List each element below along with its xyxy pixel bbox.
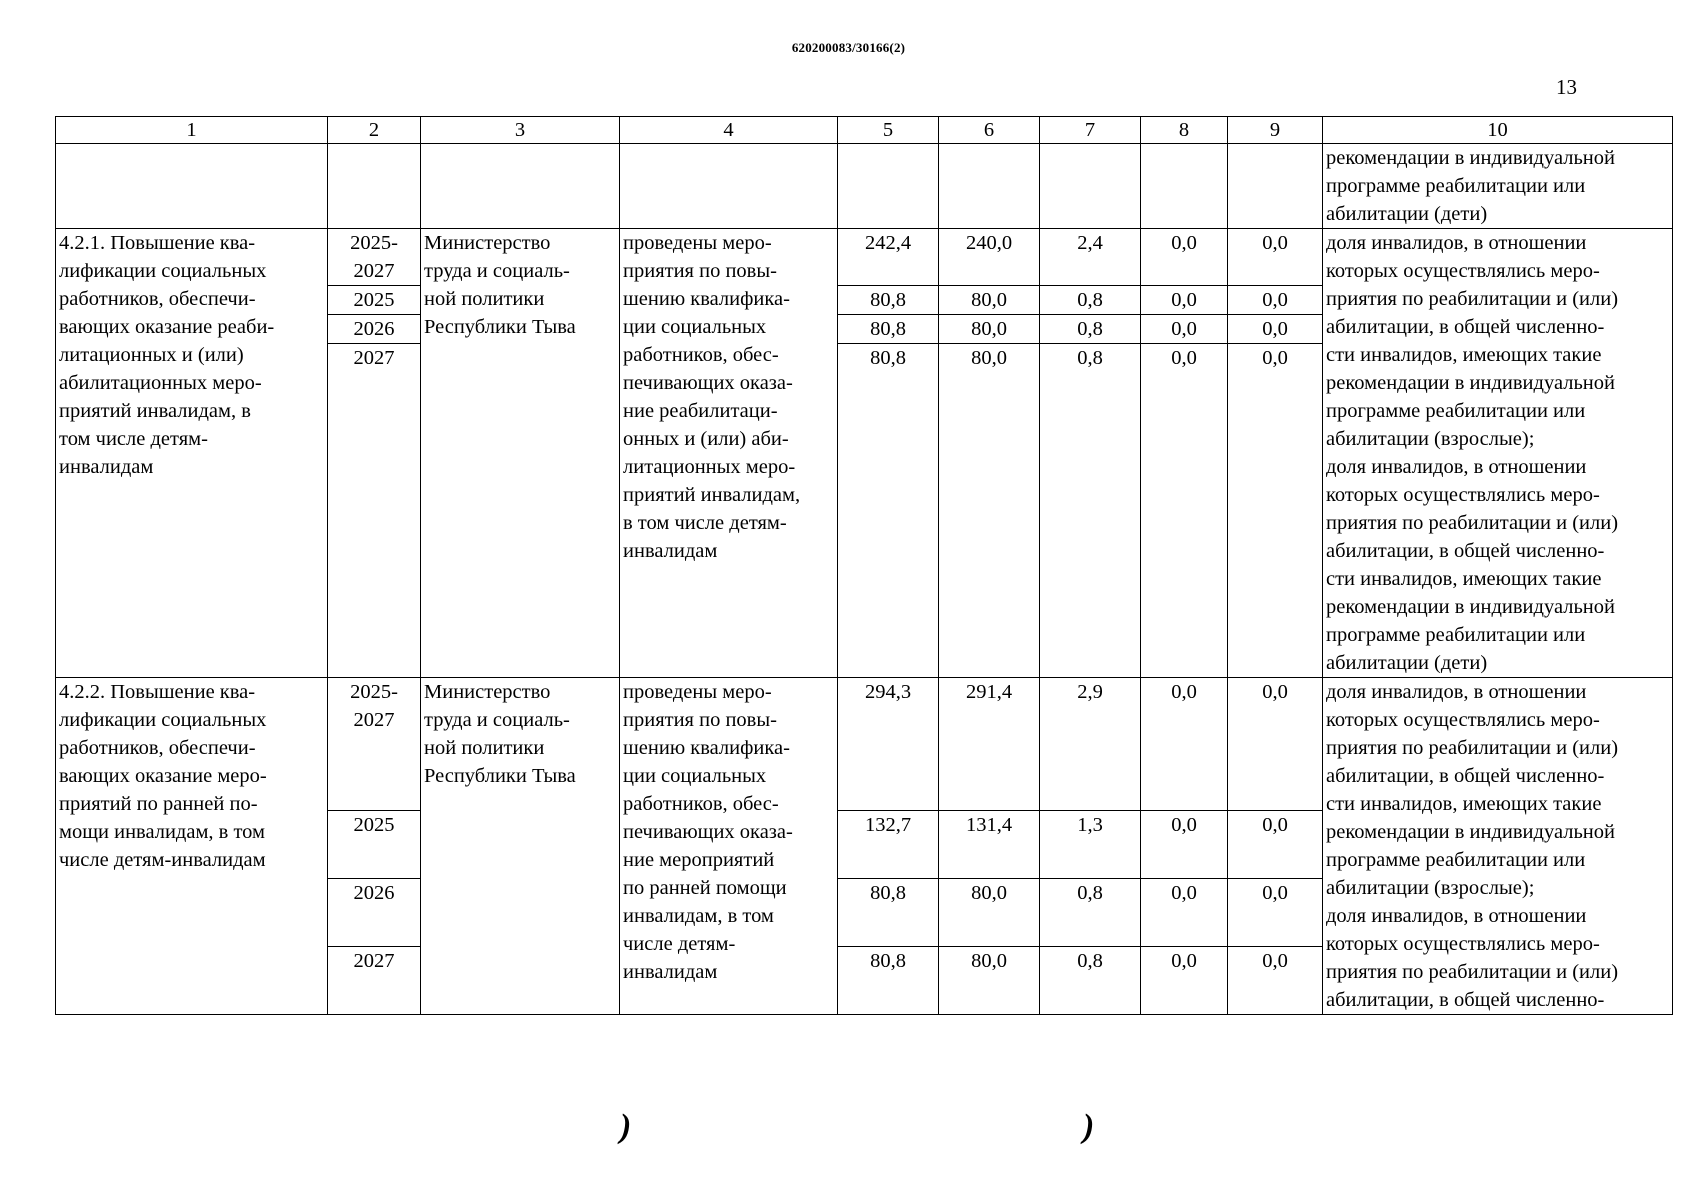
table-row	[56, 229, 1673, 286]
value-cell: 0,0	[1141, 344, 1228, 678]
column-header: 2	[328, 117, 421, 144]
column-header: 1	[56, 117, 328, 144]
value-cell: 80,0	[939, 286, 1040, 315]
column-number-row	[56, 117, 1673, 144]
value-cell: 294,3	[838, 678, 939, 811]
period-cell: 2027	[328, 947, 421, 1015]
value-cell: 80,0	[939, 879, 1040, 947]
column-header: 6	[939, 117, 1040, 144]
document-code: 620200083/30166(2)	[791, 40, 906, 55]
value-cell: 0,0	[1228, 315, 1323, 344]
value-cell: 291,4	[939, 678, 1040, 811]
executor-cell: Министерство труда и социаль- ной политики Республики Тыва	[421, 678, 620, 1015]
value-cell: 0,8	[1040, 947, 1141, 1015]
value-cell: 0,0	[1141, 879, 1228, 947]
value-cell: 0,0	[1228, 229, 1323, 286]
column-header: 4	[620, 117, 838, 144]
value-cell: 132,7	[838, 811, 939, 879]
indicator-cell: доля инвалидов, в отношении которых осуществлялись меро- приятия по реабилитации и (или) абилитации, в общей численно- сти инвалидов, имеющих такие рекомендации в индивидуальной программе реабилитации или абилитации (взрослые); доля инвалидов, в отношении которых осуществлялись меро- приятия по реабилитации и (или) абилитации, в общей численно- сти инвалидов, имеющих такие рекомендации в индивидуальной программе реабилитации или абилитации (дети)	[1323, 229, 1673, 678]
period-cell: 2025- 2027	[328, 678, 421, 811]
value-cell: 80,8	[838, 879, 939, 947]
period-cell: 2026	[328, 315, 421, 344]
value-cell: 0,8	[1040, 879, 1141, 947]
activity-cell: 4.2.1. Повышение ква- лификации социальных работников, обеспечи- вающих оказание реаби- литационных и (или) абилитационных меро- приятий инвалидам, в том числе детям- инвалидам	[56, 229, 328, 678]
result-cell: проведены меро- приятия по повы- шению квалифика- ции социальных работников, обес- печивающих оказа- ние реабилитаци- онных и (или) аби- литационных меро- приятий инвалидам, в том числе детям- инвалидам	[620, 229, 838, 678]
result-cell: проведены меро- приятия по повы- шению квалифика- ции социальных работников, обес- печивающих оказа- ние мероприятий по ранней помощи инвалидам, в том числе детям- инвалидам	[620, 678, 838, 1015]
period-cell: 2026	[328, 879, 421, 947]
column-header: 9	[1228, 117, 1323, 144]
value-cell: 0,0	[1141, 678, 1228, 811]
value-cell: 0,0	[1228, 678, 1323, 811]
activity-cell: 4.2.2. Повышение ква- лификации социальных работников, обеспечи- вающих оказание меро- приятий по ранней по- мощи инвалидам, в том числе детям-инвалидам	[56, 678, 328, 1015]
value-cell: 0,0	[1228, 344, 1323, 678]
value-cell: 0,0	[1141, 947, 1228, 1015]
bottom-mark: )	[620, 1108, 632, 1145]
executor-cell: Министерство труда и социаль- ной политики Республики Тыва	[421, 229, 620, 678]
value-cell: 0,0	[1228, 811, 1323, 879]
program-table	[55, 116, 1673, 1015]
value-cell: 0,0	[1228, 286, 1323, 315]
value-cell: 80,0	[939, 315, 1040, 344]
value-cell: 2,4	[1040, 229, 1141, 286]
value-cell: 80,0	[939, 947, 1040, 1015]
value-cell: 80,8	[838, 286, 939, 315]
value-cell: 80,8	[838, 344, 939, 678]
value-cell: 0,0	[1141, 315, 1228, 344]
value-cell: 2,9	[1040, 678, 1141, 811]
value-cell: 240,0	[939, 229, 1040, 286]
page-number: 13	[1556, 75, 1577, 99]
value-cell: 80,8	[838, 947, 939, 1015]
continuation-row	[56, 144, 1673, 229]
table-row	[56, 678, 1673, 811]
bottom-mark: )	[1083, 1108, 1095, 1145]
value-cell: 80,8	[838, 315, 939, 344]
value-cell: 0,0	[1141, 229, 1228, 286]
value-cell: 80,0	[939, 344, 1040, 678]
indicator-cell: рекомендации в индивидуальной программе реабилитации или абилитации (дети)	[1323, 144, 1673, 229]
value-cell: 0,0	[1228, 879, 1323, 947]
value-cell: 0,0	[1228, 947, 1323, 1015]
column-header: 3	[421, 117, 620, 144]
column-header: 5	[838, 117, 939, 144]
period-cell: 2025	[328, 286, 421, 315]
column-header: 8	[1141, 117, 1228, 144]
column-header: 10	[1323, 117, 1673, 144]
value-cell: 0,8	[1040, 344, 1141, 678]
indicator-cell: доля инвалидов, в отношении которых осуществлялись меро- приятия по реабилитации и (или) абилитации, в общей численно- сти инвалидов, имеющих такие рекомендации в индивидуальной программе реабилитации или абилитации (взрослые); доля инвалидов, в отношении которых осуществлялись меро- приятия по реабилитации и (или) абилитации, в общей численно-	[1323, 678, 1673, 1015]
value-cell: 131,4	[939, 811, 1040, 879]
period-cell: 2025- 2027	[328, 229, 421, 286]
value-cell: 0,8	[1040, 315, 1141, 344]
period-cell: 2025	[328, 811, 421, 879]
value-cell: 0,0	[1141, 811, 1228, 879]
value-cell: 1,3	[1040, 811, 1141, 879]
value-cell: 0,0	[1141, 286, 1228, 315]
period-cell: 2027	[328, 344, 421, 678]
value-cell: 0,8	[1040, 286, 1141, 315]
value-cell: 242,4	[838, 229, 939, 286]
column-header: 7	[1040, 117, 1141, 144]
